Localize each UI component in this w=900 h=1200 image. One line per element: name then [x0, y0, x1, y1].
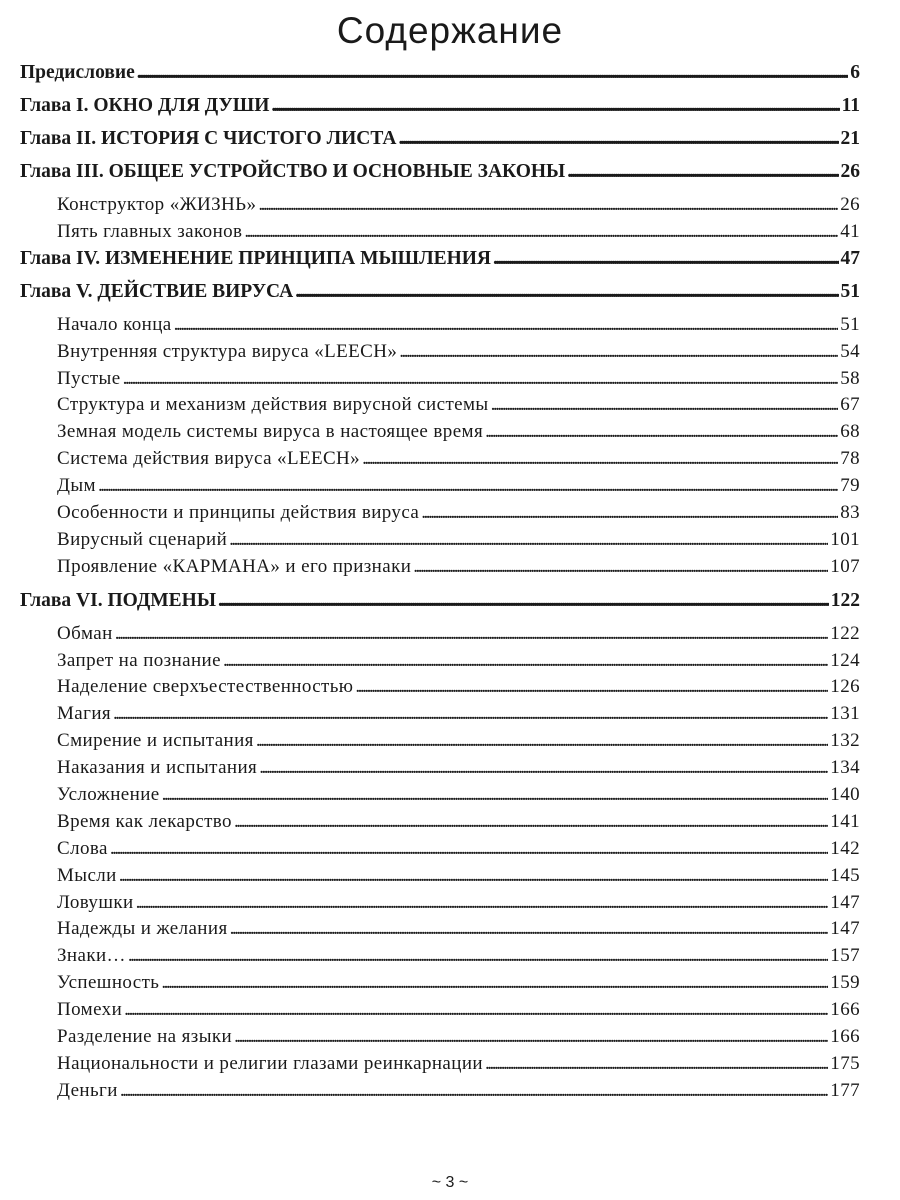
- dot-leader: [398, 128, 838, 150]
- dot-leader: [355, 676, 828, 698]
- dot-leader: [113, 703, 828, 725]
- toc-section-entry[interactable]: [20, 945, 860, 972]
- toc-entry-title: Национальности и религии глазами реинкарнации: [57, 1052, 483, 1074]
- dot-leader: [485, 421, 838, 443]
- toc-entry-page: 101: [830, 528, 860, 550]
- toc-entry-page: 157: [830, 945, 860, 967]
- toc-section-entry[interactable]: [20, 676, 860, 703]
- dot-leader: [244, 221, 838, 243]
- toc-section-entry[interactable]: [20, 475, 860, 502]
- toc-entry-title: Смирение и испытания: [57, 730, 254, 752]
- toc-chapter-entry[interactable]: [20, 248, 860, 281]
- toc-entry-page: 141: [830, 810, 860, 832]
- toc-section-entry[interactable]: [20, 1080, 860, 1107]
- toc-entry-page: 126: [830, 676, 860, 698]
- dot-leader: [137, 62, 848, 84]
- toc-entry-page: 166: [830, 1026, 860, 1048]
- dot-leader: [567, 161, 838, 183]
- dot-leader: [413, 556, 828, 578]
- toc-entry-title: Обман: [57, 622, 113, 644]
- toc-entry-page: 6: [850, 62, 860, 83]
- toc-entry-page: 124: [830, 649, 860, 671]
- toc-entry-title: Помехи: [57, 999, 123, 1021]
- toc-entry-title: Внутренняя структура вируса «LEECH»: [57, 340, 398, 362]
- toc-section-entry[interactable]: [20, 865, 860, 892]
- dot-leader: [161, 972, 828, 994]
- toc-entry-title: Магия: [57, 703, 112, 725]
- toc-entry-page: 122: [830, 589, 860, 611]
- toc-chapter-entry[interactable]: [20, 95, 860, 128]
- toc-entry-title: Структура и механизм действия вирусной системы: [57, 394, 489, 416]
- dot-leader: [399, 341, 838, 363]
- dot-leader: [110, 838, 828, 860]
- toc-section-entry[interactable]: [20, 1053, 860, 1080]
- dot-leader: [256, 730, 828, 752]
- dot-leader: [120, 1080, 828, 1102]
- toc-entry-page: 67: [840, 394, 860, 416]
- toc-entry-page: 122: [830, 622, 860, 644]
- toc-entry-title: Начало конца: [57, 313, 172, 335]
- toc-section-entry[interactable]: [20, 556, 860, 583]
- table-of-contents: [20, 62, 860, 1107]
- dot-leader: [493, 248, 838, 270]
- toc-entry-title: Наказания и испытания: [57, 757, 258, 779]
- dot-leader: [485, 1053, 828, 1075]
- page-number: ~ 3 ~: [431, 1174, 469, 1191]
- toc-section-entry[interactable]: [20, 972, 860, 999]
- toc-entry-page: 68: [840, 421, 860, 443]
- toc-entry-title: Деньги: [57, 1079, 118, 1101]
- toc-entry-title: Глава V. ДЕЙСТВИЕ ВИРУСА: [20, 280, 294, 302]
- toc-entry-title: Вирусный сценарий: [57, 528, 228, 550]
- toc-entry-page: 79: [840, 475, 860, 497]
- toc-entry-title: Запрет на познание: [57, 649, 221, 671]
- toc-entry-title: Глава VI. ПОДМЕНЫ: [20, 589, 216, 611]
- toc-entry-page: 51: [840, 313, 860, 335]
- dot-leader: [258, 194, 838, 216]
- toc-entry-page: 147: [830, 918, 860, 940]
- toc-entry-page: 145: [830, 864, 860, 886]
- toc-entry-page: 26: [840, 161, 860, 182]
- dot-leader: [162, 784, 829, 806]
- dot-leader: [230, 918, 829, 940]
- dot-leader: [124, 999, 828, 1021]
- toc-section-entry[interactable]: [20, 502, 860, 529]
- toc-section-entry[interactable]: [20, 221, 860, 248]
- dot-leader: [295, 281, 838, 303]
- dot-leader: [98, 475, 838, 497]
- toc-entry-title: Мысли: [57, 864, 117, 886]
- dot-leader: [115, 623, 829, 645]
- toc-section-entry[interactable]: [20, 650, 860, 677]
- toc-entry-page: 132: [830, 730, 860, 752]
- toc-section-entry[interactable]: [20, 341, 860, 368]
- toc-entry-title: Земная модель системы вируса в настоящее время: [57, 421, 484, 443]
- dot-leader: [491, 394, 839, 416]
- toc-entry-title: Время как лекарство: [57, 810, 232, 832]
- page-title: Содержание: [336, 10, 564, 51]
- toc-section-entry[interactable]: [20, 757, 860, 784]
- toc-entry-page: 51: [840, 280, 860, 302]
- toc-entry-title: Пять главных законов: [57, 220, 243, 242]
- toc-section-entry[interactable]: [20, 811, 860, 838]
- toc-entry-page: 21: [840, 128, 860, 149]
- dot-leader: [259, 757, 828, 779]
- toc-entry-title: Глава II. ИСТОРИЯ С ЧИСТОГО ЛИСТА: [20, 128, 397, 149]
- dot-leader: [119, 865, 829, 887]
- dot-leader: [128, 945, 828, 967]
- toc-entry-title: Надежды и желания: [57, 918, 228, 940]
- toc-entry-title: Глава IV. ИЗМЕНЕНИЕ ПРИНЦИПА МЫШЛЕНИЯ: [20, 247, 492, 269]
- toc-entry-title: Знаки…: [57, 945, 126, 967]
- toc-entry-page: 41: [840, 220, 860, 242]
- toc-entry-title: Ловушки: [57, 891, 134, 913]
- toc-entry-title: Усложнение: [57, 784, 160, 806]
- toc-entry-title: Дым: [57, 475, 96, 497]
- toc-entry-title: Слова: [57, 837, 108, 859]
- toc-entry-title: Глава I. ОКНО ДЛЯ ДУШИ: [20, 95, 270, 116]
- toc-entry-page: 26: [840, 194, 860, 215]
- toc-chapter-entry[interactable]: [20, 62, 860, 95]
- dot-leader: [234, 811, 828, 833]
- toc-entry-page: 11: [841, 95, 860, 116]
- toc-section-entry[interactable]: [20, 394, 860, 421]
- toc-section-entry[interactable]: [20, 730, 860, 757]
- toc-entry-page: 147: [830, 891, 860, 913]
- toc-entry-page: 166: [830, 999, 860, 1021]
- toc-chapter-entry[interactable]: [20, 161, 860, 194]
- toc-entry-page: 177: [830, 1079, 860, 1101]
- toc-section-entry[interactable]: [20, 623, 860, 650]
- toc-section-entry[interactable]: [20, 892, 860, 919]
- toc-entry-page: 54: [840, 340, 860, 362]
- toc-entry-page: 58: [840, 367, 860, 389]
- toc-entry-title: Предисловие: [20, 62, 135, 83]
- toc-section-entry[interactable]: [20, 918, 860, 945]
- toc-chapter-entry[interactable]: [20, 590, 860, 623]
- toc-section-entry[interactable]: [20, 194, 860, 221]
- toc-section-entry[interactable]: [20, 703, 860, 730]
- dot-leader: [271, 95, 839, 117]
- toc-entry-title: Конструктор «ЖИЗНЬ»: [57, 194, 257, 215]
- toc-entry-page: 142: [830, 837, 860, 859]
- toc-entry-title: Наделение сверхъестественностью: [57, 676, 354, 698]
- dot-leader: [174, 314, 839, 336]
- toc-section-entry[interactable]: [20, 529, 860, 556]
- toc-section-entry[interactable]: [20, 999, 860, 1026]
- dot-leader: [229, 529, 828, 551]
- toc-entry-page: 131: [830, 703, 860, 725]
- toc-section-entry[interactable]: [20, 838, 860, 865]
- toc-entry-page: 107: [830, 555, 860, 577]
- toc-section-entry[interactable]: [20, 368, 860, 395]
- dot-leader: [223, 650, 828, 672]
- toc-entry-page: 159: [830, 972, 860, 994]
- dot-leader: [362, 448, 838, 470]
- toc-entry-page: 134: [830, 757, 860, 779]
- toc-section-entry[interactable]: [20, 421, 860, 448]
- toc-entry-title: Проявление «КАРМАНА» и его признаки: [57, 555, 412, 577]
- toc-entry-title: Пустые: [57, 367, 121, 389]
- dot-leader: [218, 590, 829, 612]
- toc-section-entry[interactable]: [20, 784, 860, 811]
- toc-entry-title: Особенности и принципы действия вируса: [57, 502, 420, 524]
- toc-entry-title: Успешность: [57, 972, 160, 994]
- toc-chapter-entry[interactable]: [20, 281, 860, 314]
- toc-chapter-entry[interactable]: [20, 128, 860, 161]
- toc-entry-title: Глава III. ОБЩЕЕ УСТРОЙСТВО И ОСНОВНЫЕ ЗАКОНЫ: [20, 161, 566, 182]
- toc-entry-page: 47: [840, 247, 860, 269]
- toc-entry-title: Система действия вируса «LEECH»: [57, 448, 361, 470]
- toc-entry-page: 83: [840, 502, 860, 524]
- toc-entry-page: 175: [830, 1052, 860, 1074]
- toc-entry-page: 78: [840, 448, 860, 470]
- section-gap: [20, 583, 860, 590]
- toc-section-entry[interactable]: [20, 1026, 860, 1053]
- toc-section-entry[interactable]: [20, 314, 860, 341]
- dot-leader: [234, 1026, 828, 1048]
- toc-entry-title: Разделение на языки: [57, 1026, 233, 1048]
- dot-leader: [123, 368, 839, 390]
- toc-entry-page: 140: [830, 784, 860, 806]
- toc-section-entry[interactable]: [20, 448, 860, 475]
- dot-leader: [421, 502, 838, 524]
- dot-leader: [136, 892, 829, 914]
